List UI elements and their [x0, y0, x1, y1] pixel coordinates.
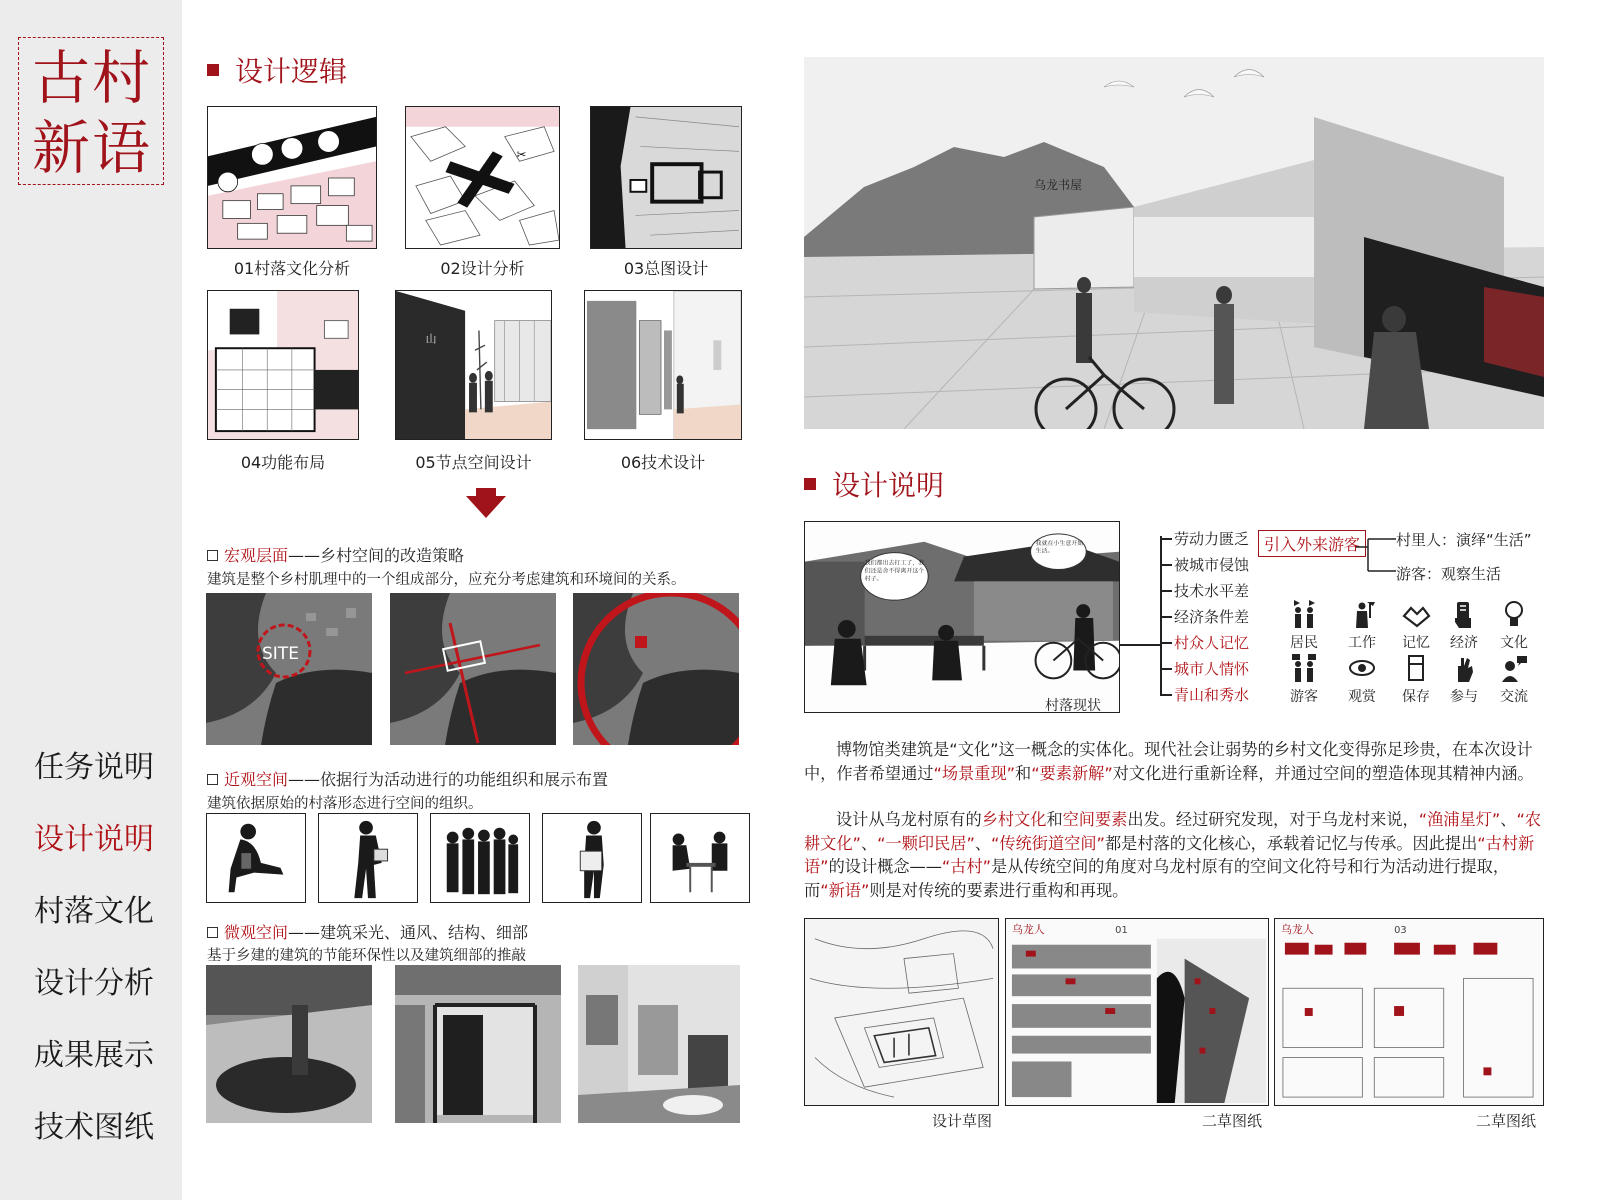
sketch-caption-1: 设计草图: [932, 1112, 993, 1130]
factor-2: 被城市侵蚀: [1160, 554, 1249, 575]
exchange-icon-cell: 交流: [1486, 652, 1542, 706]
work-icon: [1347, 598, 1377, 630]
introduce-tourists-box: 引入外来游客: [1258, 530, 1366, 557]
watch-icon: [1347, 652, 1377, 684]
near-figure-seated-pair: [650, 813, 750, 903]
role-villagers: 村里人：演绎“生活”: [1396, 531, 1532, 549]
description-paragraph-2: 设计从乌龙村原有的乡村文化和空间要素出发。经过研究发现，对于乌龙村来说，“渔浦星灯”、“农耕文化”、“一颗印民居”、“传统街道空间”都是村落的文化核心，承载着记忆与传承。因此提出“古村新语”的设计概念——“古村”是从传统空间的角度对乌龙村原有的空间文化符号和行为活动进行提取，而“新语”则是对传统的要素进行重构和再现。: [804, 810, 1542, 900]
macro-map-site: [206, 593, 372, 745]
culture-icon-cell: 文化: [1486, 598, 1542, 652]
near-title: [207, 767, 608, 790]
memory-icon-cell: 记忆: [1388, 598, 1444, 652]
logic-image-technical: [584, 290, 742, 440]
description-paragraph-1: 博物馆类建筑是“文化”这一概念的实体化。现代社会让弱势的乡村文化变得弥足珍贵，在本次设计中，作者希望通过“场景重现”和“要素新解”对文化进行重新诠释，并通过空间的塑造体现其精神内涵。: [804, 740, 1534, 783]
role-connector: [1356, 537, 1396, 577]
near-figure-walking: [318, 813, 418, 903]
sketch-poster-01: [1005, 918, 1269, 1106]
checkbox-icon: [207, 550, 218, 561]
economy-icon-cell: 经济: [1436, 598, 1492, 652]
bracket-link: [1120, 644, 1160, 646]
factor-5: 村众人记忆: [1160, 632, 1249, 653]
memory-icon: [1401, 598, 1431, 630]
logo-line-1: 古村: [31, 44, 152, 112]
micro-title-rest: ——建筑采光、通风、结构、细部: [288, 923, 529, 942]
macro-map-axes: [390, 593, 556, 745]
near-figure-carrying: [542, 813, 642, 903]
factor-3: 技术水平差: [1160, 580, 1249, 601]
sketch-caption-3: 二草图纸: [1476, 1112, 1537, 1130]
near-title-highlight: 近观空间: [224, 770, 289, 789]
near-description: 建筑依据原始的村落形态进行空间的组织。: [207, 796, 483, 812]
logic-image-function-layout: [207, 290, 359, 440]
join-icon-cell: 参与: [1436, 652, 1492, 706]
macro-description: 建筑是整个乡村肌理中的一个组成部分，应充分考虑建筑和环境间的关系。: [207, 572, 686, 588]
culture-icon: [1499, 598, 1529, 630]
nav-item-results[interactable]: 成果展示: [34, 1038, 154, 1073]
watch-icon-cell: 观赏: [1334, 652, 1390, 706]
section-heading-logic: [207, 50, 347, 90]
near-title-rest: ——依据行为活动进行的功能组织和展示布置: [288, 770, 609, 789]
factor-4: 经济条件差: [1160, 606, 1249, 627]
micro-photo-gallery: [578, 965, 740, 1123]
factor-6: 城市人情怀: [1160, 658, 1249, 679]
svg-text:01: 01: [1115, 924, 1128, 936]
preserve-icon-cell: 保存: [1388, 652, 1444, 706]
macro-title-rest: ——乡村空间的改造策略: [288, 546, 465, 565]
svg-text:✂: ✂: [516, 147, 527, 162]
preserve-icon: [1401, 652, 1431, 684]
factor-7: 青山和秀水: [1160, 684, 1249, 705]
exchange-icon: [1499, 652, 1529, 684]
tourists-icon-cell: 游客: [1276, 652, 1332, 706]
join-icon: [1449, 652, 1479, 684]
sidebar: [0, 0, 182, 1200]
logo: [18, 37, 164, 185]
hero-sign: 乌龙书屋: [1034, 178, 1083, 192]
flow-arrow-down-icon: [466, 496, 506, 518]
nav-item-task[interactable]: 任务说明: [34, 750, 154, 785]
residents-icon: [1289, 598, 1319, 630]
nav-item-design-notes[interactable]: 设计说明: [34, 822, 154, 857]
macro-title-highlight: 宏观层面: [224, 546, 289, 565]
nav-item-technical-drawings[interactable]: 技术图纸: [34, 1110, 154, 1145]
logic-image-master-plan: [590, 106, 742, 249]
svg-text:乌龙人: 乌龙人: [1011, 922, 1045, 936]
svg-text:山: 山: [425, 332, 437, 346]
logic-caption-3: 03总图设计: [623, 259, 709, 278]
micro-title: [207, 920, 528, 943]
tourists-icon: [1289, 652, 1319, 684]
site-label: SITE: [262, 644, 299, 664]
macro-map-radius: [573, 593, 739, 745]
svg-text:03: 03: [1394, 924, 1407, 936]
work-icon-cell: 工作: [1334, 598, 1390, 652]
checkbox-icon: [207, 774, 218, 785]
logo-line-2: 新语: [31, 114, 152, 182]
macro-title: [207, 543, 464, 566]
micro-photo-water: [206, 965, 372, 1123]
logic-caption-2: 02设计分析: [440, 259, 525, 278]
near-figure-group: [430, 813, 530, 903]
logic-image-village-analysis: [207, 106, 377, 249]
micro-description: 基于乡建的建筑的节能环保性以及建筑细部的推敲: [207, 948, 526, 964]
heading-square: [804, 478, 816, 490]
nav-item-village-culture[interactable]: 村落文化: [34, 894, 154, 929]
nav-item-design-analysis[interactable]: 设计分析: [34, 966, 154, 1001]
economy-icon: [1449, 598, 1479, 630]
sketch-poster-03: [1274, 918, 1544, 1106]
logic-caption-6: 06技术设计: [620, 453, 706, 472]
side-nav: [0, 748, 182, 1180]
sketch-design-draft: [804, 918, 999, 1106]
logic-image-node-space: [395, 290, 552, 440]
hero-render: [804, 57, 1544, 429]
micro-title-highlight: 微观空间: [224, 923, 289, 942]
checkbox-icon: [207, 927, 218, 938]
logic-caption-5: 05节点空间设计: [415, 453, 532, 472]
role-tourists: 游客：观察生活: [1396, 565, 1502, 583]
section-heading-desc: [804, 464, 944, 504]
residents-icon-cell: 居民: [1276, 598, 1332, 652]
svg-text:乌龙人: 乌龙人: [1280, 922, 1314, 936]
logic-image-design-analysis: [405, 106, 560, 249]
village-caption: 村落现状: [1045, 698, 1101, 714]
section-title: 设计说明: [832, 469, 945, 502]
logic-caption-4: 04功能布局: [240, 453, 326, 472]
heading-square: [207, 64, 219, 76]
section-title: 设计逻辑: [235, 55, 348, 88]
sketch-caption-2: 二草图纸: [1202, 1112, 1263, 1130]
logic-caption-1: 01村落文化分析: [233, 259, 351, 278]
micro-photo-structure: [395, 965, 561, 1123]
village-status-photo: 我们都出去打工了，我们还是舍不得离开这个村子。 我就在小生意开始生活。: [804, 521, 1120, 713]
near-figure-sitting: [206, 813, 306, 903]
factor-1: 劳动力匮乏: [1160, 528, 1249, 549]
